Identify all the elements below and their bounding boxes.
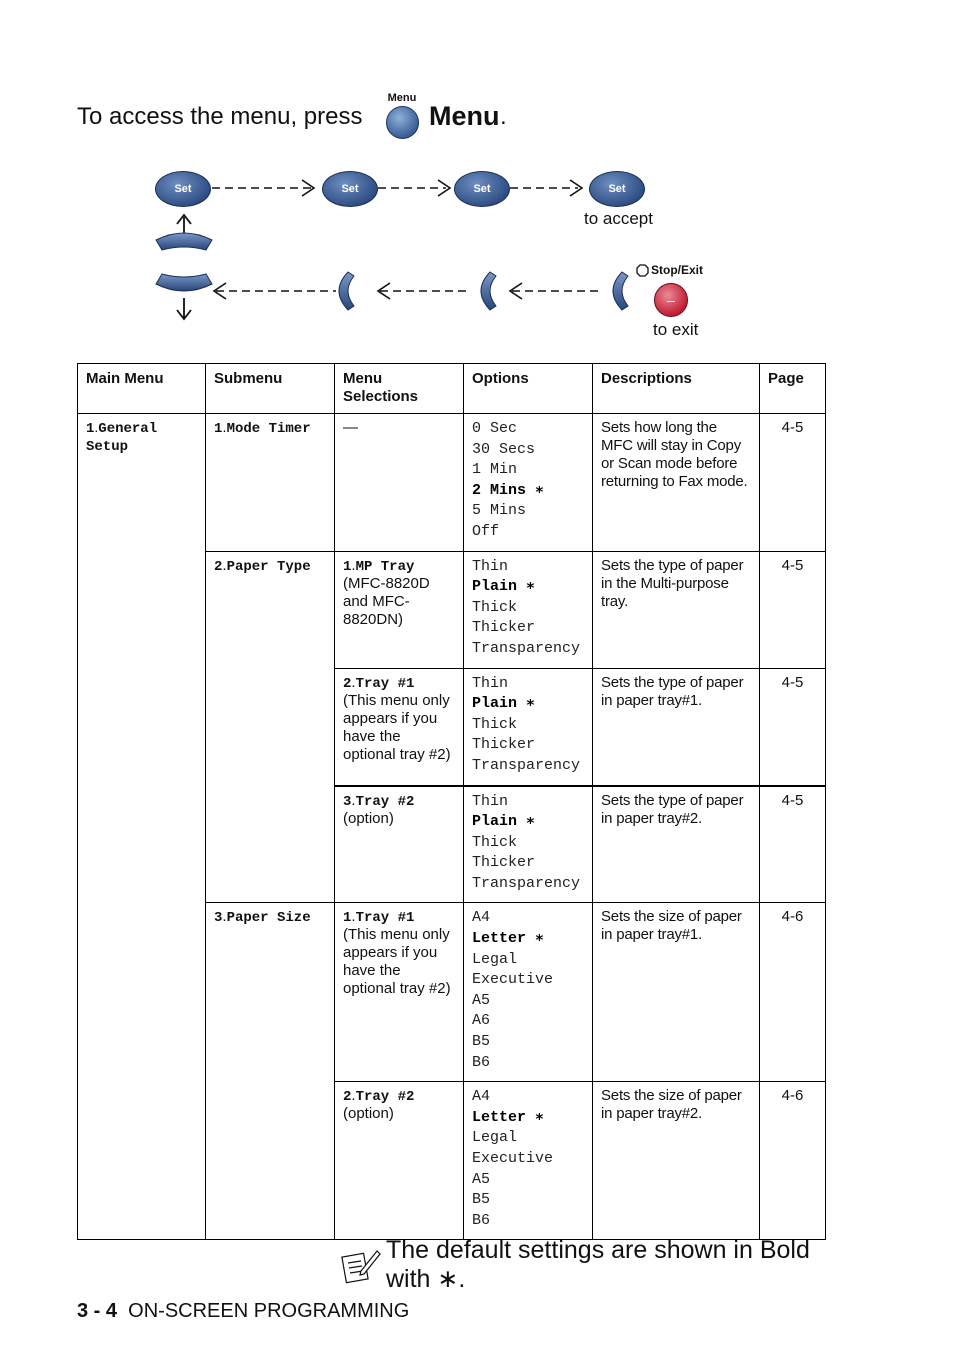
page-cell: 4-5 [760, 414, 826, 552]
option-label: Transparency [472, 874, 581, 892]
option-label: Executive [472, 971, 554, 989]
option-label: B6 [472, 1053, 491, 1071]
left-key-icon [339, 272, 354, 310]
menu-button-graphic [384, 92, 420, 139]
submenu-cell: 1.Mode Timer [206, 414, 335, 552]
selection-num: 2 [343, 1089, 352, 1106]
default-settings-note [386, 1236, 826, 1294]
set-button-label: Set [341, 183, 359, 195]
submenu-label: Mode Timer [226, 421, 311, 437]
header-page: Page [760, 364, 826, 414]
default-star: ∗ [535, 481, 545, 499]
note-text: The default settings are shown in Bold with [386, 1236, 810, 1293]
selection-num: 2 [343, 675, 352, 692]
option-label: Thin [472, 792, 509, 810]
options-cell [464, 1082, 593, 1240]
arrow-left-icon [214, 283, 600, 299]
option-item [472, 756, 584, 777]
selection-num: 1 [343, 910, 352, 927]
main-menu-num: 1 [86, 421, 95, 437]
option-label: Plain [472, 813, 518, 831]
section-title: ON-SCREEN PROGRAMMING [128, 1300, 410, 1322]
page-number: 3 - 4 [77, 1300, 118, 1322]
option-item [472, 991, 584, 1012]
selection-label: Tray #1 [355, 675, 415, 692]
option-label: Letter [472, 1108, 527, 1126]
option-item [472, 1053, 584, 1074]
submenu-label: Paper Type [226, 558, 311, 575]
header-submenu: Submenu [206, 364, 335, 414]
selection-label: Tray #1 [355, 910, 415, 927]
header-menu-selections: Menu Selections [335, 364, 464, 414]
options-cell [464, 786, 593, 903]
submenu-cell: 2.Paper Type [206, 551, 335, 903]
option-label: A5 [472, 991, 491, 1009]
description-cell: Sets how long the MFC will stay in Copy or Scan mode before returning to Fax mode. [593, 414, 760, 552]
selection-label: MP Tray [355, 558, 415, 575]
note-pencil-icon [341, 1245, 381, 1285]
option-label: Thick [472, 833, 518, 851]
menu-selection-cell: 3.Tray #2 (option) [335, 786, 464, 903]
option-label: Thin [472, 674, 509, 692]
intro-text: To access the menu, press [77, 103, 363, 130]
left-key-icon [481, 272, 496, 310]
page-cell: 4-6 [760, 903, 826, 1082]
option-item [472, 1032, 584, 1053]
option-label: A4 [472, 1088, 491, 1106]
option-item [472, 1170, 584, 1191]
to-exit-caption: to exit [653, 320, 699, 339]
header-main-menu: Main Menu [78, 364, 206, 414]
option-item [472, 715, 584, 736]
option-label: 5 Mins [472, 502, 527, 520]
option-label: Plain [472, 578, 518, 596]
option-label: 2 Mins [472, 481, 527, 499]
option-label: 30 Secs [472, 440, 536, 458]
selection-label: Tray #2 [355, 793, 415, 810]
option-item [472, 853, 584, 874]
menu-selection-cell: 1.Tray #1 (This menu only appears if you have the optional tray #2) [335, 903, 464, 1082]
option-label: A4 [472, 909, 491, 927]
option-label: Thicker [472, 736, 536, 754]
option-label: Letter [472, 930, 527, 948]
option-label: Legal [472, 1129, 518, 1147]
submenu-num: 3 [214, 910, 223, 927]
default-star: ∗ [526, 578, 536, 596]
option-item [472, 1011, 584, 1032]
option-label: Plain [472, 695, 518, 713]
submenu-num: 1 [214, 421, 223, 437]
option-label: Thicker [472, 619, 536, 637]
selection-note: (This menu only appears if you have the optional tray #2) [343, 691, 451, 763]
options-cell [464, 551, 593, 668]
set-button-label: Set [608, 183, 626, 195]
option-item [472, 440, 584, 461]
note-period: . [458, 1265, 466, 1293]
option-label: Executive [472, 1150, 554, 1167]
intro-menu-word: Menu [429, 101, 500, 131]
description-cell: Sets the type of paper in the Multi-purpose tray. [593, 551, 760, 668]
default-star: ∗ [526, 695, 536, 713]
description-cell: Sets the size of paper in paper tray#1. [593, 903, 760, 1082]
stop-exit-label [636, 263, 703, 277]
option-label: A6 [472, 1012, 491, 1030]
table-row [78, 414, 826, 552]
header-options: Options [464, 364, 593, 414]
option-item [472, 874, 584, 895]
menu-selection-cell [335, 414, 464, 552]
description-cell: Sets the size of paper in paper tray#2. [593, 1082, 760, 1240]
option-label: 0 Sec [472, 420, 518, 437]
default-star: ∗ [526, 813, 536, 831]
option-item [472, 460, 584, 481]
option-label: B6 [472, 1211, 491, 1229]
option-item [472, 812, 584, 833]
main-menu-cell: 1.General Setup [78, 414, 206, 1240]
option-item [472, 618, 584, 639]
option-label: Thicker [472, 854, 536, 872]
option-label: A5 [472, 1170, 491, 1188]
default-star: ∗ [535, 930, 545, 948]
menu-selection-cell: 1.MP Tray (MFC-8820D and MFC-8820DN) [335, 551, 464, 668]
option-item [472, 501, 584, 522]
option-item [472, 908, 584, 929]
option-item [472, 1108, 584, 1129]
table-header-row [78, 364, 826, 414]
option-item [472, 833, 584, 854]
star-symbol: ∗ [437, 1265, 459, 1293]
option-item [472, 598, 584, 619]
selection-label: — [343, 419, 358, 436]
page-cell: 4-6 [760, 1082, 826, 1240]
option-item [472, 577, 584, 598]
option-label: Transparency [472, 756, 581, 774]
stop-exit-text: Stop/Exit [651, 263, 704, 277]
submenu-cell: 3.Paper Size [206, 903, 335, 1240]
selection-note: (option) [343, 1105, 394, 1123]
menu-button-label: Menu [387, 92, 417, 104]
option-item [472, 481, 584, 502]
intro-period: . [500, 103, 507, 130]
selection-num: 3 [343, 793, 352, 810]
main-menu-label: General Setup [86, 421, 158, 455]
page-footer [77, 1300, 409, 1323]
option-item [472, 674, 584, 695]
menu-table [77, 363, 826, 1240]
option-label: 1 Min [472, 461, 518, 479]
option-label: Thick [472, 598, 518, 616]
options-cell [464, 903, 593, 1082]
selection-note: (option) [343, 809, 394, 827]
description-cell: Sets the type of paper in paper tray#1. [593, 668, 760, 785]
description-cell: Sets the type of paper in paper tray#2. [593, 786, 760, 903]
set-button-label: Set [174, 183, 192, 195]
option-label: Off [472, 522, 500, 540]
default-star: ∗ [535, 1108, 545, 1126]
page-cell: 4-5 [760, 668, 826, 785]
up-key-icon [156, 233, 212, 250]
option-item [472, 929, 584, 950]
menu-selection-cell: 2.Tray #1 (This menu only appears if you have the optional tray #2) [335, 668, 464, 785]
menu-button-icon [386, 106, 419, 139]
option-item [472, 694, 584, 715]
option-item [472, 792, 584, 813]
option-item [472, 639, 584, 660]
option-label: B5 [472, 1191, 491, 1209]
option-item [472, 735, 584, 756]
option-item [472, 1211, 584, 1232]
navigation-diagram [150, 160, 730, 330]
option-label: Transparency [472, 639, 581, 657]
down-key-icon [156, 274, 212, 291]
page-cell: 4-5 [760, 786, 826, 903]
selection-label: Tray #2 [355, 1089, 415, 1106]
set-button-label: Set [473, 183, 491, 195]
selection-note: (MFC-8820D and MFC-8820DN) [343, 574, 430, 628]
submenu-label: Paper Size [226, 910, 311, 927]
selection-num: 1 [343, 558, 352, 575]
option-label: Legal [472, 950, 518, 968]
option-label: Thick [472, 715, 518, 733]
header-descriptions: Descriptions [593, 364, 760, 414]
option-item [472, 1128, 584, 1149]
selection-note: (This menu only appears if you have the optional tray #2) [343, 926, 451, 998]
menu-selection-cell: 2.Tray #2 (option) [335, 1082, 464, 1240]
option-item [472, 1087, 584, 1108]
options-cell [464, 668, 593, 785]
option-label: Thin [472, 557, 509, 575]
option-item [472, 970, 584, 991]
option-item [472, 950, 584, 971]
arrow-right-icon [212, 180, 582, 196]
option-item [472, 557, 584, 578]
page-cell: 4-5 [760, 551, 826, 668]
arrow-down-icon [177, 298, 191, 319]
option-item [472, 419, 584, 440]
submenu-num: 2 [214, 558, 223, 575]
left-key-icon [613, 272, 628, 310]
stop-icon [636, 264, 649, 277]
option-item [472, 1149, 584, 1170]
options-cell [464, 414, 593, 552]
option-label: B5 [472, 1033, 491, 1051]
option-item [472, 522, 584, 543]
to-accept-caption: to accept [584, 209, 653, 228]
stop-exit-button-icon: – [654, 283, 688, 317]
option-item [472, 1190, 584, 1211]
